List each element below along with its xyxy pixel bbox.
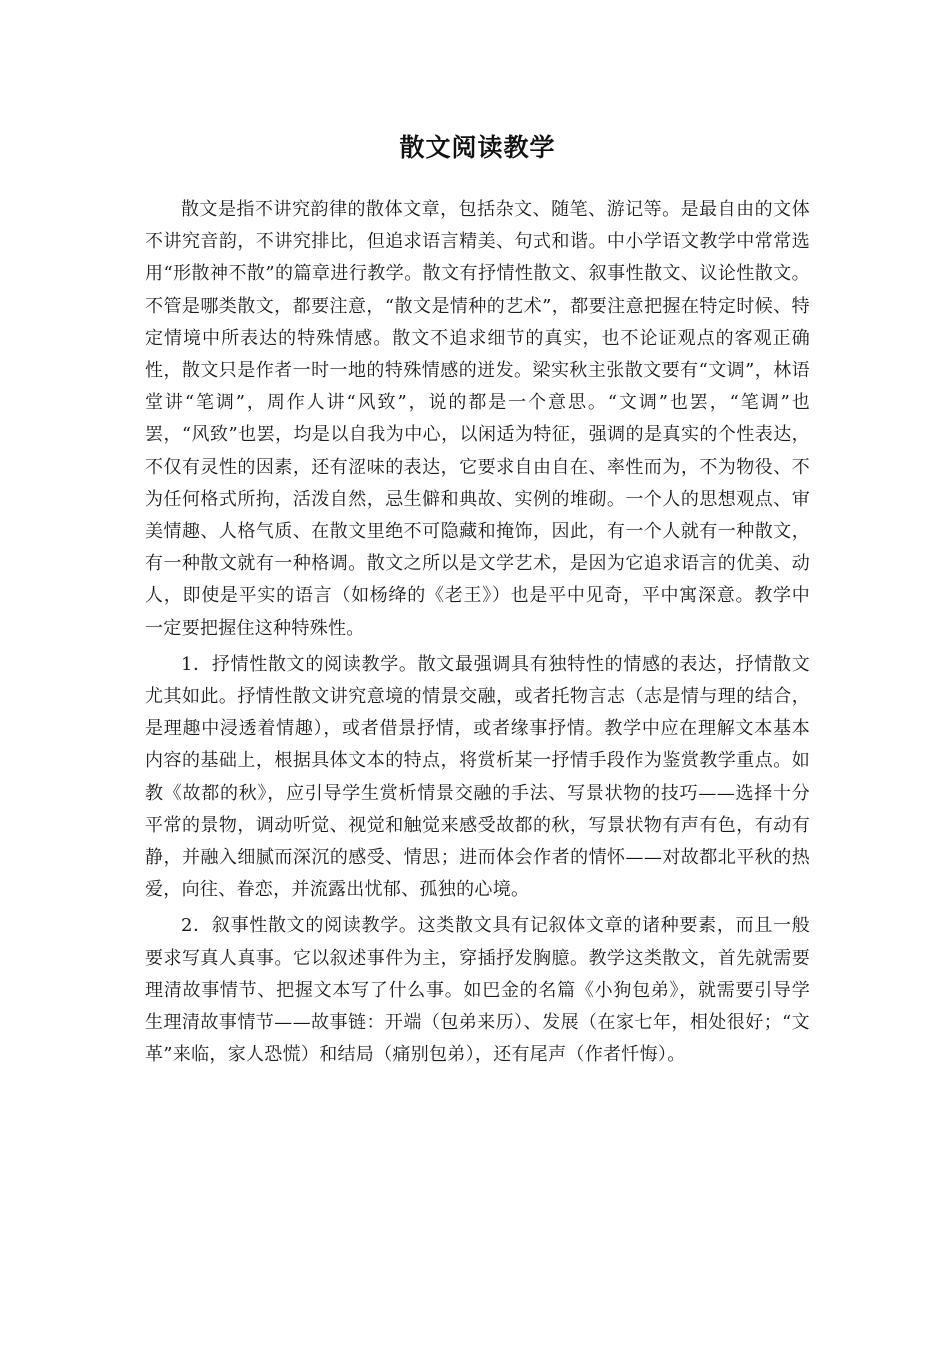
paragraph-narrative-prose: 2．叙事性散文的阅读教学。这类散文具有记叙体文章的诸种要素，而且一般要求写真人真事。它以叙述事件为主，穿插抒发胸臆。教学这类散文，首先就需要理清故事情节、把握文本写了什么事。如巴金的名篇《小狗包弟》，就需要引导学生理清故事情节——故事链：开端（包弟来历）、发展（在家七年，相处很好；“文革”来临，家人恐慌）和结局（痛别包弟），还有尾声（作者忏悔）。	[145, 915, 810, 1066]
paragraph-intro: 散文是指不讲究韵律的散体文章，包括杂文、随笔、游记等。是最自由的文体不讲究音韵，不讲究排比，但追求语言精美、句式和谐。中小学语文教学中常常选用“形散神不散”的篇章进行教学。散文有抒情性散文、叙事性散文、议论性散文。不管是哪类散文，都要注意，“散文是情种的艺术”，都要注意把握在特定时候、特定情境中所表达的特殊情感。散文不追求细节的真实，也不论证观点的客观正确性，散文只是作者一时一地的特殊情感的迸发。梁实秋主张散文要有“文调”，林语堂讲“笔调”，周作人讲“风致”，说的都是一个意思。“文调”也罢，“笔调”也罢，“风致”也罢，均是以自我为中心，以闲适为特征，强调的是真实的个性表达，不仅有灵性的因素，还有涩味的表达，它要求自由自在、率性而为，不为物役、不为任何格式所拘，活泼自然，忌生僻和典故、实例的堆砌。一个人的思想观点、审美情趣、人格气质、在散文里绝不可隐藏和掩饰，因此，有一个人就有一种散文，有一种散文就有一种格调。散文之所以是文学艺术，是因为它追求语言的优美、动人，即使是平实的语言（如杨绛的《老王》）也是平中见奇，平中寓深意。教学中一定要把握住这种特殊性。	[145, 199, 810, 639]
paragraph-lyric-prose: 1．抒情性散文的阅读教学。散文最强调具有独特性的情感的表达，抒情散文尤其如此。抒情性散文讲究意境的情景交融，或者托物言志（志是情与理的结合，是理趣中浸透着情趣），或者借景抒情，或者缘事抒情。教学中应在理解文本基本内容的基础上，根据具体文本的特点，将赏析某一抒情手段作为鉴赏教学重点。如教《故都的秋》，应引导学生赏析情景交融的手法、写景状物的技巧——选择十分平常的景物，调动听觉、视觉和触觉来感受故都的秋，写景状物有声有色，有动有静，并融入细腻而深沉的感受、情思；进而体会作者的情怀——对故都北平秋的热爱，向往、眷恋，并流露出忧郁、孤独的心境。	[145, 653, 810, 901]
document-title: 散文阅读教学	[399, 133, 556, 162]
document-page	[145, 128, 810, 1071]
